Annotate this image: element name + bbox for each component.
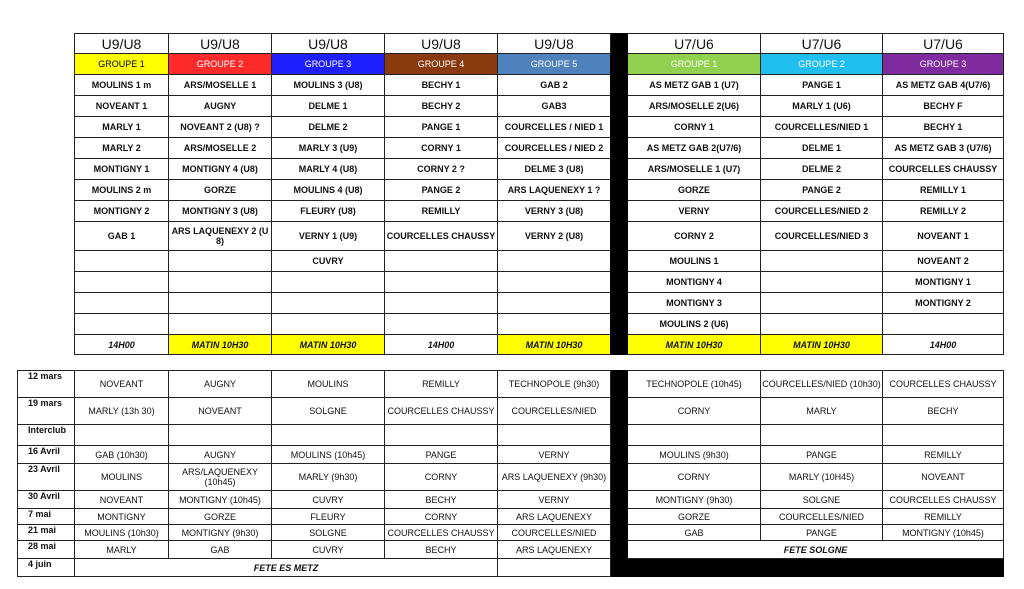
team-cell — [385, 251, 498, 272]
schedule-cell: ARS LAQUENEXY (9h30) — [498, 464, 611, 491]
team-cell: MONTIGNY 4 (U8) — [169, 159, 272, 180]
group-label: GROUPE 1 — [628, 54, 761, 75]
schedule-table — [17, 370, 1004, 577]
header-row — [75, 34, 1004, 54]
category-header: U9/U8 — [272, 34, 385, 54]
category-header: U7/U6 — [883, 34, 1004, 54]
team-cell: ARS LAQUENEXY 2 (U 8) — [169, 222, 272, 251]
schedule-row — [18, 425, 1004, 446]
team-cell: COURCELLES CHAUSSY — [385, 222, 498, 251]
team-cell: CORNY 1 — [628, 117, 761, 138]
schedule-row — [18, 446, 1004, 464]
team-cell — [883, 314, 1004, 335]
team-cell: BECHY 1 — [883, 117, 1004, 138]
team-cell: MOULINS 1 — [628, 251, 761, 272]
team-cell: FLEURY (U8) — [272, 201, 385, 222]
schedule-cell: BECHY — [883, 398, 1004, 425]
group-label: GROUPE 4 — [385, 54, 498, 75]
team-cell — [75, 293, 169, 314]
team-cell: REMILLY 1 — [883, 180, 1004, 201]
team-cell: COURCELLES CHAUSSY — [883, 159, 1004, 180]
date-cell: 28 mai — [18, 541, 75, 559]
team-cell: ARS/MOSELLE 1 — [169, 75, 272, 96]
team-cell: AS METZ GAB 1 (U7) — [628, 75, 761, 96]
team-cell — [272, 293, 385, 314]
team-cell: CUVRY — [272, 251, 385, 272]
schedule-cell — [761, 425, 883, 446]
schedule-cell: MONTIGNY — [75, 509, 169, 525]
schedule-cell — [169, 425, 272, 446]
team-row — [75, 314, 1004, 335]
schedule-row — [18, 464, 1004, 491]
team-cell: GORZE — [628, 180, 761, 201]
schedule-cell: FLEURY — [272, 509, 385, 525]
time-cell: MATIN 10H30 — [169, 335, 272, 355]
schedule-cell: PANGE — [761, 525, 883, 541]
team-cell: COURCELLES / NIED 2 — [498, 138, 611, 159]
group-label: GROUPE 5 — [498, 54, 611, 75]
schedule-cell: MOULINS (10h30) — [75, 525, 169, 541]
schedule-cell: COURCELLES CHAUSSY — [385, 398, 498, 425]
time-cell: MATIN 10H30 — [628, 335, 761, 355]
time-cell: 14H00 — [883, 335, 1004, 355]
schedule-cell: GAB — [169, 541, 272, 559]
schedule-cell: ARS/LAQUENEXY (10h45) — [169, 464, 272, 491]
team-cell: MARLY 1 — [75, 117, 169, 138]
team-cell — [761, 251, 883, 272]
schedule-cell: SOLGNE — [272, 398, 385, 425]
schedule-cell: CORNY — [628, 398, 761, 425]
schedule-cell — [75, 425, 169, 446]
date-cell: 4 juin — [18, 559, 75, 577]
date-cell: 30 Avril — [18, 491, 75, 509]
schedule-cell: MOULINS (10h45) — [272, 446, 385, 464]
schedule-cell: GAB — [628, 525, 761, 541]
schedule-cell: REMILLY — [883, 509, 1004, 525]
team-row — [75, 117, 1004, 138]
schedule-cell: PANGE — [385, 446, 498, 464]
date-cell: 19 mars — [18, 398, 75, 425]
schedule-cell: COURCELLES/NIED — [498, 525, 611, 541]
separator-cell — [611, 509, 628, 525]
team-cell: GAB3 — [498, 96, 611, 117]
group-label: GROUPE 1 — [75, 54, 169, 75]
date-cell: 23 Avril — [18, 464, 75, 491]
team-cell: BECHY 1 — [385, 75, 498, 96]
schedule-row — [18, 398, 1004, 425]
separator-cell — [611, 525, 628, 541]
schedule-row — [18, 509, 1004, 525]
team-cell: VERNY 1 (U9) — [272, 222, 385, 251]
schedule-cell: COURCELLES CHAUSSY — [883, 491, 1004, 509]
team-cell: MONTIGNY 3 — [628, 293, 761, 314]
schedule-cell: VERNY — [498, 491, 611, 509]
team-cell: NOVEANT 1 — [75, 96, 169, 117]
team-cell: NOVEANT 1 — [883, 222, 1004, 251]
team-cell: BECHY F — [883, 96, 1004, 117]
schedule-cell: MONTIGNY (9h30) — [628, 491, 761, 509]
team-cell — [385, 293, 498, 314]
schedule-cell: VERNY — [498, 446, 611, 464]
separator-cell — [611, 425, 628, 446]
schedule-cell: AUGNY — [169, 446, 272, 464]
team-cell: VERNY 3 (U8) — [498, 201, 611, 222]
team-cell — [169, 251, 272, 272]
category-header: U7/U6 — [761, 34, 883, 54]
separator-cell — [611, 541, 628, 559]
schedule-row — [18, 541, 1004, 559]
team-cell — [761, 272, 883, 293]
schedule-cell: CORNY — [385, 509, 498, 525]
empty-cell — [498, 559, 611, 577]
team-cell: REMILLY 2 — [883, 201, 1004, 222]
schedule-cell: GORZE — [169, 509, 272, 525]
team-cell — [272, 272, 385, 293]
schedule-cell: NOVEANT — [169, 398, 272, 425]
category-header: U9/U8 — [498, 34, 611, 54]
team-cell: MONTIGNY 2 — [883, 293, 1004, 314]
schedule-cell: REMILLY — [385, 371, 498, 398]
team-cell: MONTIGNY 2 — [75, 201, 169, 222]
team-cell — [75, 272, 169, 293]
schedule-row — [18, 371, 1004, 398]
team-cell — [75, 314, 169, 335]
team-cell: AUGNY — [169, 96, 272, 117]
team-cell: CORNY 1 — [385, 138, 498, 159]
schedule-cell: BECHY — [385, 491, 498, 509]
team-cell: MARLY 1 (U6) — [761, 96, 883, 117]
schedule-cell: CORNY — [628, 464, 761, 491]
schedule-row — [18, 559, 1004, 577]
fete-cell: FETE ES METZ — [75, 559, 498, 577]
date-cell: 12 mars — [18, 371, 75, 398]
team-cell: ARS LAQUENEXY 1 ? — [498, 180, 611, 201]
team-cell: MARLY 2 — [75, 138, 169, 159]
schedule-cell: AUGNY — [169, 371, 272, 398]
team-row — [75, 222, 1004, 251]
team-cell: MOULINS 3 (U8) — [272, 75, 385, 96]
team-row — [75, 138, 1004, 159]
team-cell: MONTIGNY 1 — [883, 272, 1004, 293]
schedule-cell — [883, 425, 1004, 446]
schedule-cell: MONTIGNY (10h45) — [883, 525, 1004, 541]
date-cell: 16 Avril — [18, 446, 75, 464]
team-cell — [169, 314, 272, 335]
schedule-cell — [498, 425, 611, 446]
schedule-cell: NOVEANT — [75, 491, 169, 509]
category-header: U7/U6 — [628, 34, 761, 54]
team-cell: MONTIGNY 3 (U8) — [169, 201, 272, 222]
category-header: U9/U8 — [385, 34, 498, 54]
time-cell: MATIN 10H30 — [761, 335, 883, 355]
schedule-cell: MARLY — [761, 398, 883, 425]
time-cell: 14H00 — [75, 335, 169, 355]
schedule-cell: COURCELLES/NIED — [761, 509, 883, 525]
team-cell: ARS/MOSELLE 2(U6) — [628, 96, 761, 117]
team-cell: AS METZ GAB 2(U7/6) — [628, 138, 761, 159]
team-cell: GORZE — [169, 180, 272, 201]
team-cell — [169, 272, 272, 293]
schedule-cell: CUVRY — [272, 541, 385, 559]
schedule-cell: MARLY (10H45) — [761, 464, 883, 491]
separator-cell — [611, 34, 628, 355]
team-cell: MOULINS 2 (U6) — [628, 314, 761, 335]
team-cell: AS METZ GAB 3 (U7/6) — [883, 138, 1004, 159]
time-cell: 14H00 — [385, 335, 498, 355]
schedule-cell: COURCELLES/NIED (10h30) — [761, 371, 883, 398]
schedule-cell: MONTIGNY (9h30) — [169, 525, 272, 541]
separator-cell — [611, 371, 628, 398]
schedule-cell: MARLY (9h30) — [272, 464, 385, 491]
schedule-cell: MOULINS — [272, 371, 385, 398]
team-cell: MOULINS 2 m — [75, 180, 169, 201]
schedule-cell: REMILLY — [883, 446, 1004, 464]
team-cell: MOULINS 4 (U8) — [272, 180, 385, 201]
team-cell: MARLY 3 (U9) — [272, 138, 385, 159]
schedule-cell — [385, 425, 498, 446]
team-cell: ARS/MOSELLE 2 — [169, 138, 272, 159]
schedule-cell: COURCELLES CHAUSSY — [883, 371, 1004, 398]
separator-cell — [611, 446, 628, 464]
schedule-cell: SOLGNE — [272, 525, 385, 541]
date-cell: Interclub — [18, 425, 75, 446]
team-row — [75, 272, 1004, 293]
schedule-cell: GORZE — [628, 509, 761, 525]
team-cell: AS METZ GAB 4(U7/6) — [883, 75, 1004, 96]
team-cell: PANGE 1 — [761, 75, 883, 96]
team-cell: PANGE 2 — [761, 180, 883, 201]
schedule-row — [18, 491, 1004, 509]
schedule-cell: BECHY — [385, 541, 498, 559]
schedule-cell: NOVEANT — [75, 371, 169, 398]
team-cell — [761, 314, 883, 335]
separator-cell — [611, 398, 628, 425]
team-cell: COURCELLES/NIED 3 — [761, 222, 883, 251]
team-row — [75, 201, 1004, 222]
black-block — [611, 559, 1004, 577]
team-cell: BECHY 2 — [385, 96, 498, 117]
group-row — [75, 54, 1004, 75]
team-row — [75, 251, 1004, 272]
team-cell: GAB 2 — [498, 75, 611, 96]
schedule-cell: COURCELLES CHAUSSY — [385, 525, 498, 541]
team-cell: MOULINS 1 m — [75, 75, 169, 96]
team-cell — [498, 293, 611, 314]
team-cell: CORNY 2 ? — [385, 159, 498, 180]
date-cell: 7 mai — [18, 509, 75, 525]
schedule-cell: TECHNOPOLE (10h45) — [628, 371, 761, 398]
team-cell — [385, 314, 498, 335]
team-cell: MONTIGNY 4 — [628, 272, 761, 293]
schedule-row — [18, 525, 1004, 541]
schedule-cell: MARLY (13h 30) — [75, 398, 169, 425]
group-label: GROUPE 3 — [272, 54, 385, 75]
groups-table — [74, 33, 1004, 355]
team-cell: VERNY — [628, 201, 761, 222]
schedule-cell: COURCELLES/NIED — [498, 398, 611, 425]
schedule-cell: MOULINS — [75, 464, 169, 491]
separator-cell — [611, 491, 628, 509]
team-cell: MONTIGNY 1 — [75, 159, 169, 180]
team-cell: NOVEANT 2 — [883, 251, 1004, 272]
schedule-cell: GAB (10h30) — [75, 446, 169, 464]
time-cell: MATIN 10H30 — [498, 335, 611, 355]
schedule-cell: PANGE — [761, 446, 883, 464]
schedule-cell: ARS LAQUENEXY — [498, 541, 611, 559]
date-cell: 21 mai — [18, 525, 75, 541]
team-cell — [272, 314, 385, 335]
team-cell: GAB 1 — [75, 222, 169, 251]
team-cell: COURCELLES/NIED 2 — [761, 201, 883, 222]
category-header: U9/U8 — [169, 34, 272, 54]
team-cell — [498, 251, 611, 272]
team-cell: DELME 1 — [761, 138, 883, 159]
schedule-cell — [272, 425, 385, 446]
team-cell: COURCELLES / NIED 1 — [498, 117, 611, 138]
schedule-cell: TECHNOPOLE (9h30) — [498, 371, 611, 398]
team-cell: DELME 1 — [272, 96, 385, 117]
schedule-cell: ARS LAQUENEXY — [498, 509, 611, 525]
team-row — [75, 96, 1004, 117]
team-row — [75, 75, 1004, 96]
schedule-cell: MARLY — [75, 541, 169, 559]
team-cell — [761, 293, 883, 314]
schedule-cell — [628, 425, 761, 446]
schedule-cell: NOVEANT — [883, 464, 1004, 491]
team-cell: PANGE 1 — [385, 117, 498, 138]
schedule-cell: CUVRY — [272, 491, 385, 509]
team-cell — [385, 272, 498, 293]
team-cell: DELME 3 (U8) — [498, 159, 611, 180]
schedule-cell: CORNY — [385, 464, 498, 491]
team-cell — [169, 293, 272, 314]
schedule-cell: MONTIGNY (10h45) — [169, 491, 272, 509]
team-cell: NOVEANT 2 (U8) ? — [169, 117, 272, 138]
team-cell — [75, 251, 169, 272]
team-cell: DELME 2 — [272, 117, 385, 138]
team-row — [75, 159, 1004, 180]
schedule-cell: MOULINS (9h30) — [628, 446, 761, 464]
category-header: U9/U8 — [75, 34, 169, 54]
team-cell: ARS/MOSELLE 1 (U7) — [628, 159, 761, 180]
schedule-cell: SOLGNE — [761, 491, 883, 509]
separator-cell — [611, 464, 628, 491]
team-row — [75, 293, 1004, 314]
team-cell: COURCELLES/NIED 1 — [761, 117, 883, 138]
team-cell: DELME 2 — [761, 159, 883, 180]
team-cell: PANGE 2 — [385, 180, 498, 201]
fete-cell: FETE SOLGNE — [628, 541, 1004, 559]
time-cell: MATIN 10H30 — [272, 335, 385, 355]
time-row — [75, 335, 1004, 355]
team-cell — [498, 272, 611, 293]
team-cell: CORNY 2 — [628, 222, 761, 251]
group-label: GROUPE 3 — [883, 54, 1004, 75]
team-cell: REMILLY — [385, 201, 498, 222]
team-row — [75, 180, 1004, 201]
group-label: GROUPE 2 — [169, 54, 272, 75]
team-cell: VERNY 2 (U8) — [498, 222, 611, 251]
team-cell — [498, 314, 611, 335]
team-cell: MARLY 4 (U8) — [272, 159, 385, 180]
group-label: GROUPE 2 — [761, 54, 883, 75]
